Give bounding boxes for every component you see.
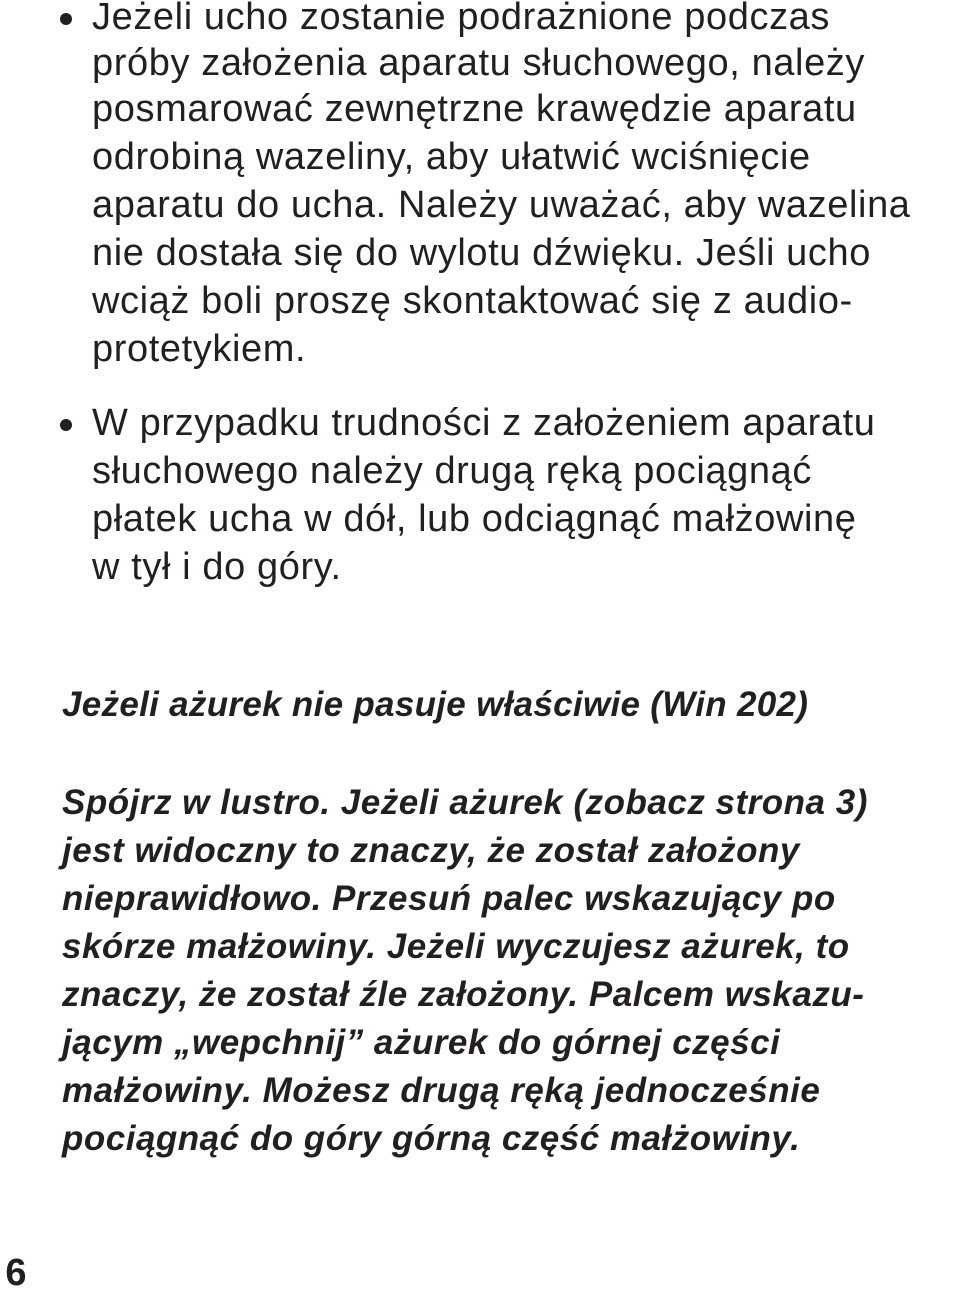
paragraph-line: małżowiny. Możesz drugą ręką jednocześnie [62, 1071, 821, 1110]
bullet-text-line: W przypadku trudności z założeniem aparatu [92, 402, 876, 444]
paragraph-line: jest widoczny to znaczy, że został założony [62, 831, 800, 870]
bullet-text-line: próby założenia aparatu słuchowego, należy [92, 42, 866, 84]
paragraph-line: znaczy, że został źle założony. Palcem wskazu- [62, 975, 865, 1014]
bullet-text-line: płatek ucha w dół, lub odciągnąć małżowinę [92, 498, 857, 540]
paragraph-line: jącym „wepchnij” ażurek do górnej części [62, 1023, 781, 1062]
bullet-dot [60, 419, 72, 431]
bullet-text-line: Jeżeli ucho zostanie podrażnione podczas [92, 0, 831, 38]
page-number-text: 6 [5, 1252, 27, 1294]
bullet-text-line: odrobiną wazeliny, aby ułatwić wciśnięcie [92, 136, 811, 178]
paragraph-line: Spójrz w lustro. Jeżeli ażurek (zobacz strona 3) [62, 783, 868, 822]
paragraph-line: skórze małżowiny. Jeżeli wyczujesz ażurek, to [62, 927, 850, 966]
section-heading: Jeżeli ażurek nie pasuje właściwie (Win 202) [62, 685, 809, 724]
bullet-text-line: w tył i do góry. [92, 546, 342, 588]
paragraph-line: nieprawidłowo. Przesuń palec wskazujący po [62, 879, 836, 918]
bullet-text-line: nie dostała się do wylotu dźwięku. Jeśli ucho [92, 232, 871, 274]
paragraph-line: pociągnąć do góry górną część małżowiny. [62, 1119, 801, 1158]
page-number [0, 1250, 32, 1296]
bullet-text-line: wciąż boli proszę skontaktować się z audio- [92, 280, 853, 322]
bullet-text-line: protetykiem. [92, 328, 307, 370]
bullet-dot [60, 13, 72, 25]
bullet-text-line: posmarować zewnętrzne krawędzie aparatu [92, 88, 857, 130]
bullet-text-line: aparatu do ucha. Należy uważać, aby wazelina [92, 184, 911, 226]
bullet-text-line: słuchowego należy drugą ręką pociągnąć [92, 450, 812, 492]
